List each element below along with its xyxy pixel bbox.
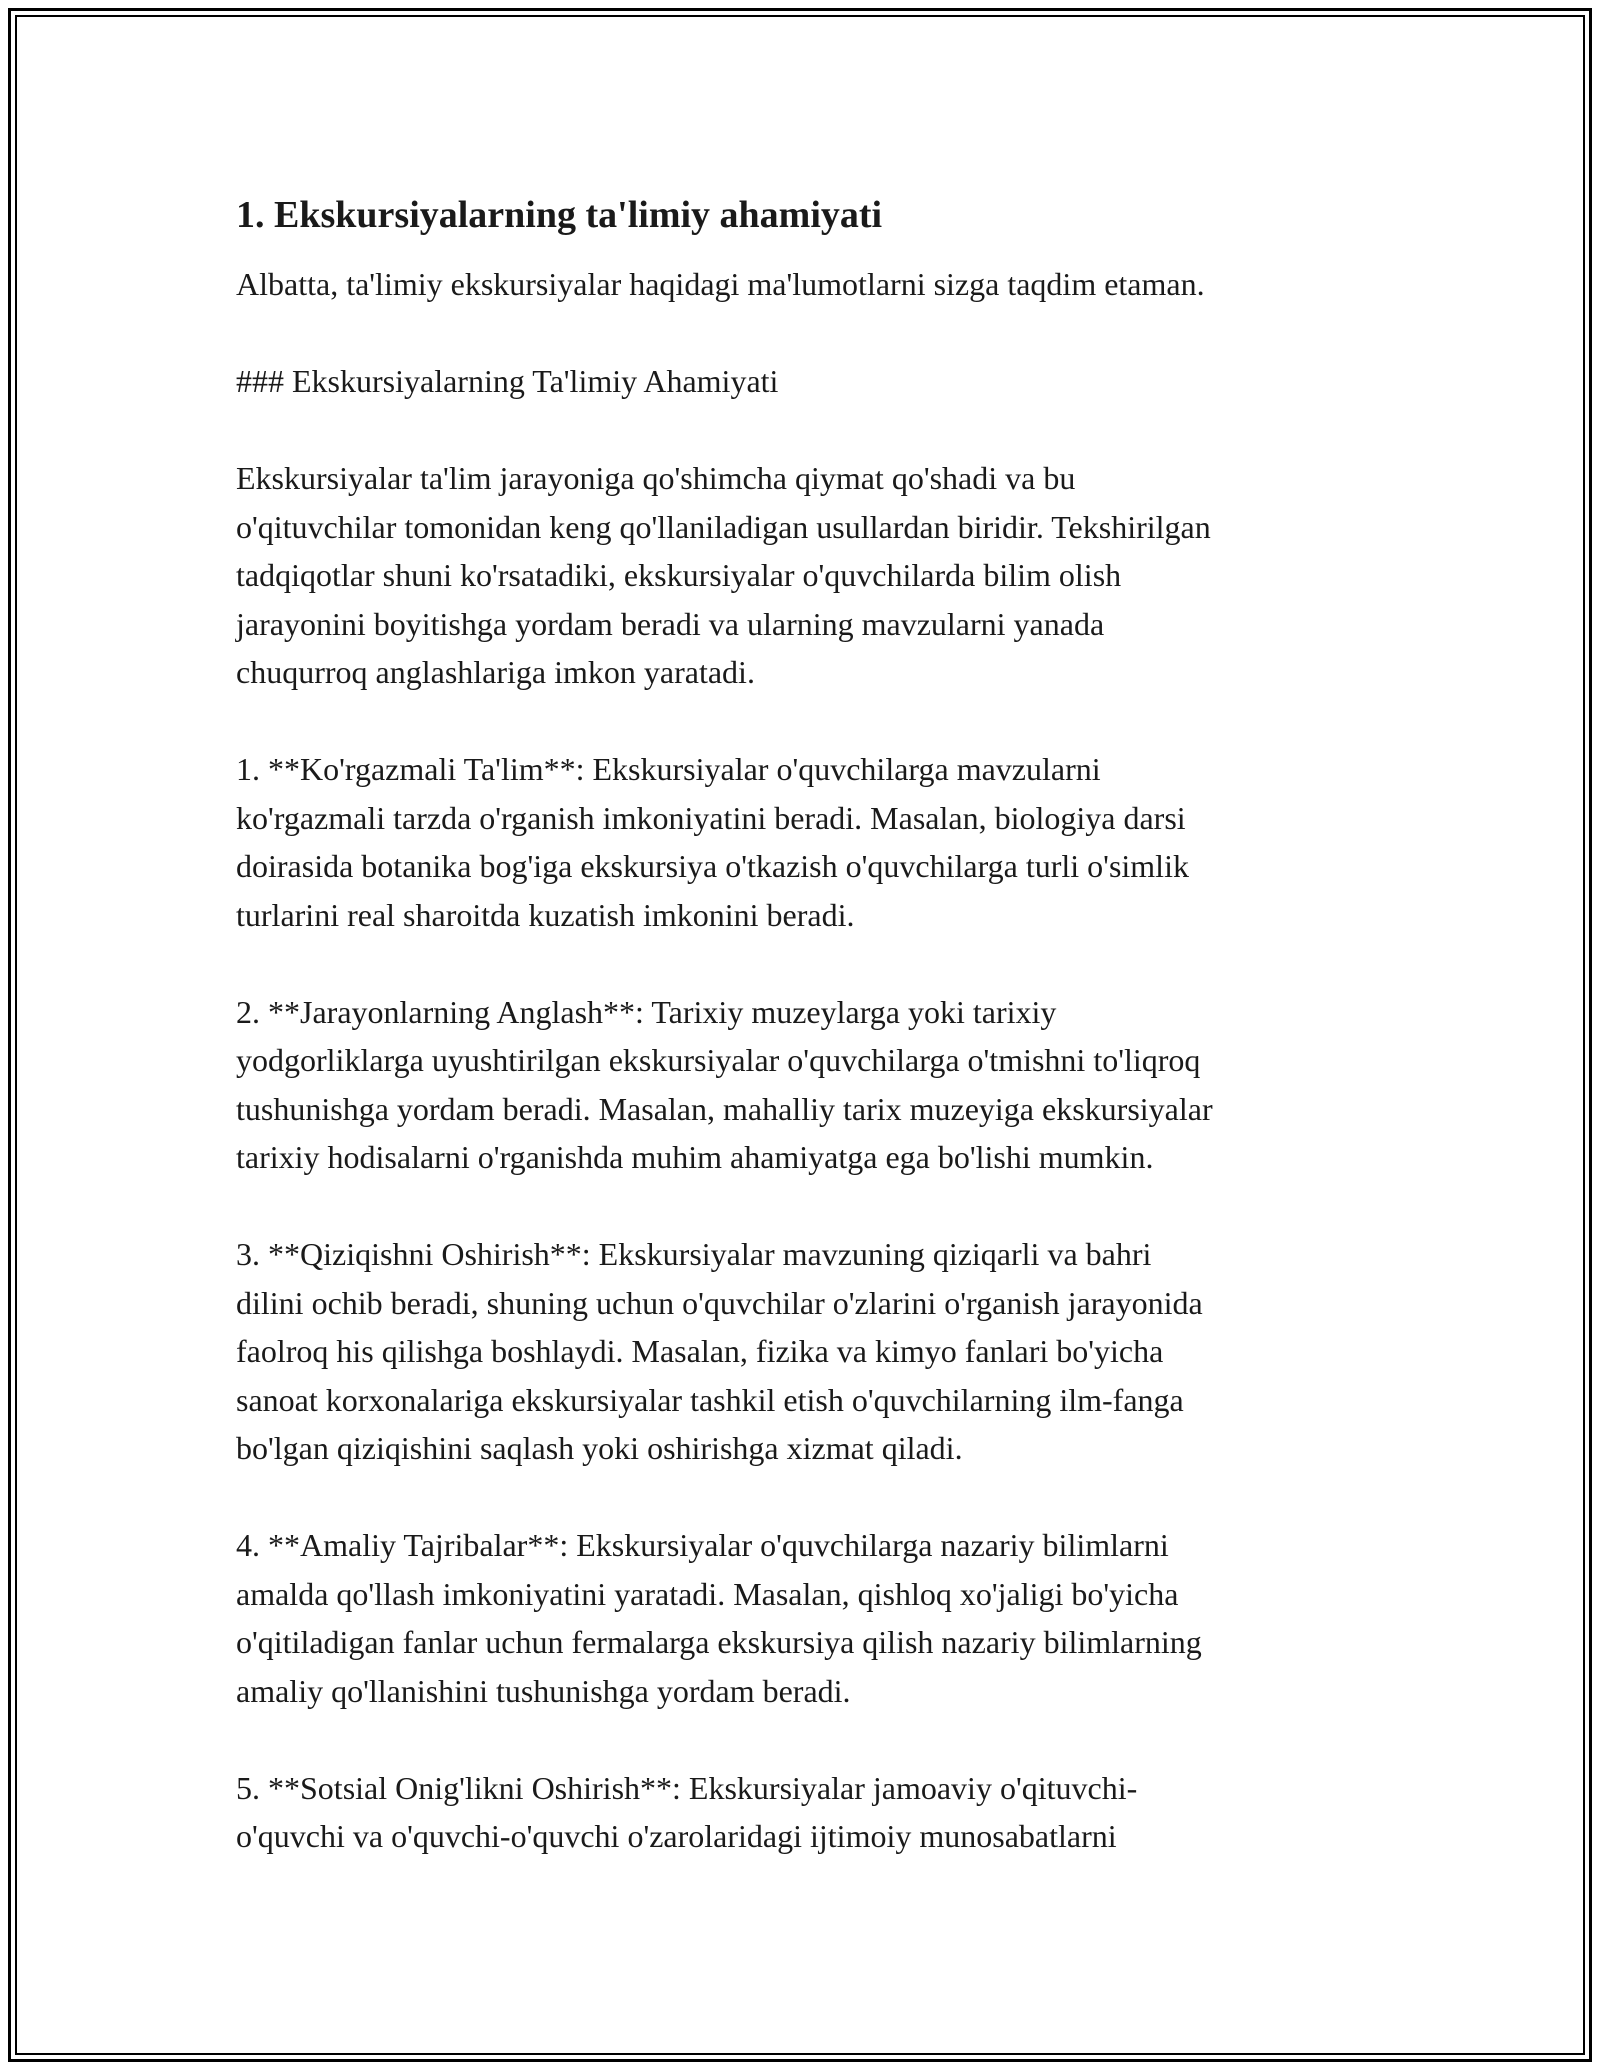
text-line: chuqurroq anglashlariga imkon yaratadi. <box>236 654 755 690</box>
paragraph <box>236 357 1366 406</box>
text-line: doirasida botanika bog'iga ekskursiya o'tkazish o'quvchilarga turli o'simlik <box>236 848 1189 884</box>
text-line: faolroq his qilishga boshlaydi. Masalan, fizika va kimyo fanlari bo'yicha <box>236 1333 1164 1369</box>
paragraph <box>236 454 1366 697</box>
text-line: 4. **Amaliy Tajribalar**: Ekskursiyalar o'quvchilarga nazariy bilimlarni <box>236 1527 1169 1563</box>
text-line: amaliy qo'llanishini tushunishga yordam beradi. <box>236 1672 851 1709</box>
text-line: 3. **Qiziqishni Oshirish**: Ekskursiyalar mavzuning qiziqarli va bahri <box>236 1236 1152 1272</box>
text-line: 2. **Jarayonlarning Anglash**: Tarixiy muzeylarga yoki tarixiy <box>236 993 1057 1030</box>
text-line: bo'lgan qiziqishini saqlash yoki oshirishga xizmat qiladi. <box>236 1430 963 1466</box>
paragraph <box>236 1230 1366 1473</box>
paragraph <box>236 745 1366 939</box>
text-line: jarayonini boyitishga yordam beradi va ularning mavzularni yanada <box>236 605 1105 642</box>
text-line: o'quvchi va o'quvchi-o'quvchi o'zarolaridagi ijtimoiy munosabatlarni <box>236 1818 1117 1854</box>
text-line: ### Ekskursiyalarning Ta'limiy Ahamiyati <box>236 363 779 399</box>
document-title: 1. Ekskursiyalarning ta'limiy ahamiyati <box>236 194 883 236</box>
document-body <box>236 190 1366 1909</box>
text-line: Albatta, ta'limiy ekskursiyalar haqidagi ma'lumotlarni sizga taqdim etaman. <box>236 266 1205 302</box>
text-line: ko'rgazmali tarzda o'rganish imkoniyatini beradi. Masalan, biologiya darsi <box>236 799 1186 836</box>
text-line: Ekskursiyalar ta'lim jarayoniga qo'shimcha qiymat qo'shadi va bu <box>236 460 1076 496</box>
paragraph <box>236 1764 1366 1861</box>
text-line: 1. **Ko'rgazmali Ta'lim**: Ekskursiyalar o'quvchilarga mavzularni <box>236 751 1101 787</box>
paragraph <box>236 988 1366 1182</box>
text-line: 5. **Sotsial Onig'likni Oshirish**: Ekskursiyalar jamoaviy o'qituvchi- <box>236 1769 1138 1806</box>
paragraph-list <box>236 260 1366 1861</box>
paragraph <box>236 1521 1366 1715</box>
text-line: dilini ochib beradi, shuning uchun o'quvchilar o'zlarini o'rganish jarayonida <box>236 1284 1203 1321</box>
text-line: turlarini real sharoitda kuzatish imkonini beradi. <box>236 896 855 933</box>
text-line: tadqiqotlar shuni ko'rsatadiki, ekskursiyalar o'quvchilarda bilim olish <box>236 557 1122 593</box>
text-line: tushunishga yordam beradi. Masalan, mahalliy tarix muzeyiga ekskursiyalar <box>236 1090 1213 1127</box>
text-line: amalda qo'llash imkoniyatini yaratadi. Masalan, qishloq xo'jaligi bo'yicha <box>236 1575 1179 1612</box>
text-line: yodgorliklarga uyushtirilgan ekskursiyalar o'quvchilarga o'tmishni to'liqroq <box>236 1042 1201 1078</box>
text-line: sanoat korxonalariga ekskursiyalar tashkil etish o'quvchilarning ilm-fanga <box>236 1381 1184 1418</box>
paragraph <box>236 260 1366 309</box>
text-line: tarixiy hodisalarni o'rganishda muhim ahamiyatga ega bo'lishi mumkin. <box>236 1139 1154 1175</box>
text-line: o'qitiladigan fanlar uchun fermalarga ekskursiya qilish nazariy bilimlarning <box>236 1624 1202 1660</box>
text-line: o'qituvchilar tomonidan keng qo'llaniladigan usullardan biridir. Tekshirilgan <box>236 508 1211 545</box>
